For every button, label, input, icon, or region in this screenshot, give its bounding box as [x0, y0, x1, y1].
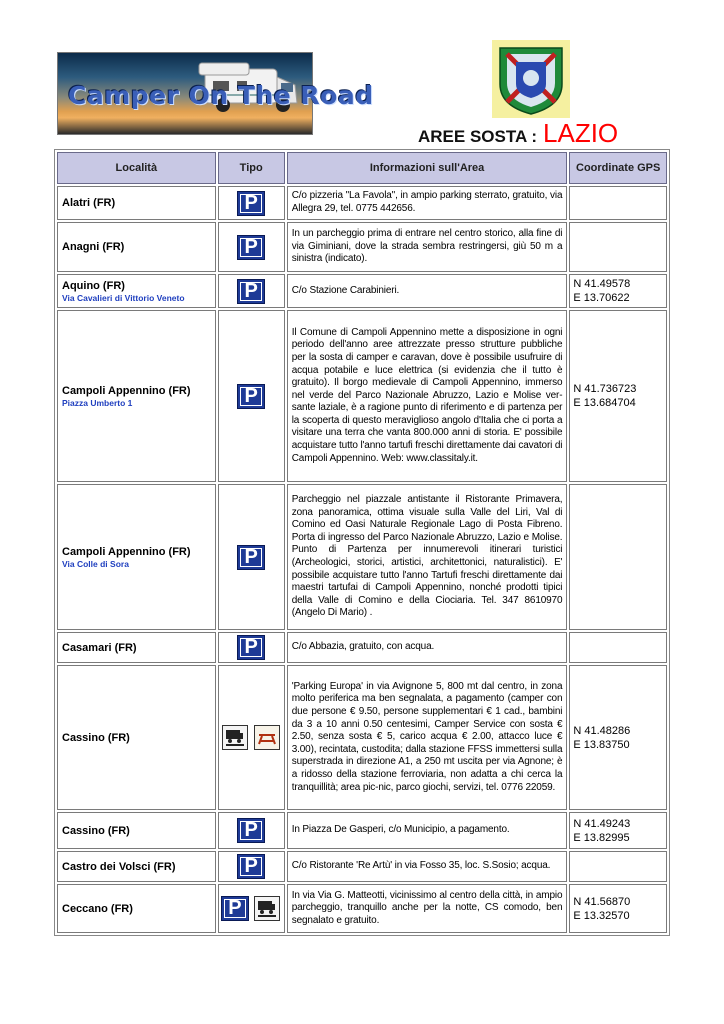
gps-cell [569, 186, 667, 220]
col-header-info: Informazioni sull'Area [287, 152, 568, 184]
parking-icon: P [237, 191, 265, 216]
info-cell: In Piazza De Gasperi, c/o Municipio, a pagamento. [287, 812, 568, 849]
gps-latitude: N 41.56870 [573, 895, 631, 908]
parking-icon: P [237, 235, 265, 260]
type-cell [218, 222, 285, 272]
lazio-emblem-icon [492, 40, 570, 118]
location-name: Casamari (FR) [62, 641, 137, 654]
table-row [57, 274, 667, 308]
gps-cell [569, 274, 667, 308]
col-header-localita: Località [57, 152, 216, 184]
type-cell [218, 274, 285, 308]
type-cell [218, 632, 285, 663]
location-cell [57, 484, 216, 630]
location-name: Campoli Appennino (FR) [62, 384, 191, 397]
gps-longitude: E 13.82995 [573, 831, 630, 844]
type-cell [218, 884, 285, 933]
gps-cell [569, 484, 667, 630]
location-cell [57, 632, 216, 663]
parking-icon: P [237, 635, 265, 660]
type-cell [218, 484, 285, 630]
gps-cell [569, 665, 667, 810]
gps-latitude: N 41.49243 [573, 817, 631, 830]
location-cell [57, 812, 216, 849]
location-name: Anagni (FR) [62, 241, 125, 253]
location-cell [57, 274, 216, 308]
gps-latitude: N 41.736723 [573, 383, 637, 395]
location-cell [57, 222, 216, 272]
gps-latitude: N 41.49578 [573, 278, 631, 290]
type-cell [218, 310, 285, 482]
banner-title: Camper On The Road [68, 81, 374, 110]
table-row [57, 632, 667, 663]
gps-cell [569, 812, 667, 849]
picnic-area-icon [254, 725, 280, 750]
info-cell: Parcheggio nel piazzale antistante il Ristorante Primavera, zona panoramica, ottima visuale sulla Valle del Liri, Val di Comino ed Oasi Naturale Regionale Lago di Posta Fibreno. Porta di ingresso del Parco Nazionale Abruzzo, Lazio e Molise. Punto di Partenza per innumerevoli itinerari turistici (Archeologici, storici, artistici, architettonici, naturalistici). E' possibile acquistare tutto l'anno Tartufi freschi direttamente dai maestri tartufai di Campoli Appennino, nonché prodotti tipici della Valle di Comino e della Ciociaria. Tel. 347 8610970 (Angelo Di Mario) . [287, 484, 568, 630]
gps-latitude: N 41.48286 [573, 724, 631, 737]
table-row [57, 884, 667, 933]
gps-longitude: E 13.684704 [573, 397, 636, 409]
table-row [57, 222, 667, 272]
gps-cell [569, 632, 667, 663]
location-cell [57, 310, 216, 482]
gps-longitude: E 13.83750 [573, 738, 630, 751]
heading-label: AREE SOSTA : [418, 127, 538, 146]
table-row [57, 186, 667, 220]
heading-region: LAZIO [543, 118, 619, 148]
info-cell: In un parcheggio prima di entrare nel centro storico, alla fine di via Giminiani, dove la strada sembra restringersi, giù 50 m a sinistra (indicato). [287, 222, 568, 272]
parking-icon: P [237, 279, 265, 304]
gps-cell [569, 884, 667, 933]
parking-icon: P [237, 818, 265, 843]
gps-longitude: E 13.32570 [573, 909, 630, 922]
info-cell: In via Via G. Matteotti, vicinissimo al centro della città, in ampio parcheggio, tranquillo anche per la notte, CS comodo, ben segnalato e gratuito. [287, 884, 568, 933]
location-name: Cassino (FR) [62, 731, 130, 744]
location-cell [57, 186, 216, 220]
table-row [57, 812, 667, 849]
banner-image [57, 52, 374, 135]
table-row [57, 851, 667, 882]
location-name: Cassino (FR) [62, 824, 130, 837]
location-cell [57, 884, 216, 933]
gps-cell [569, 222, 667, 272]
type-cell [218, 851, 285, 882]
rest-areas-table [54, 149, 670, 936]
page-heading [418, 118, 618, 149]
type-cell [218, 812, 285, 849]
info-cell: C/o Abbazia, gratuito, con acqua. [287, 632, 568, 663]
gps-cell [569, 310, 667, 482]
info-cell: C/o Stazione Carabinieri. [287, 274, 568, 308]
location-name: Castro dei Volsci (FR) [62, 860, 176, 873]
location-name: Aquino (FR) [62, 279, 125, 292]
parking-icon: P [237, 545, 265, 570]
table-row [57, 310, 667, 482]
parking-icon: P [237, 384, 265, 409]
info-cell: C/o Ristorante 'Re Artù' in via Fosso 35, loc. S.Sosio; acqua. [287, 851, 568, 882]
camper-service-icon [222, 725, 248, 750]
col-header-tipo: Tipo [218, 152, 285, 184]
location-name: Campoli Appennino (FR) [62, 545, 191, 558]
parking-icon: P [237, 854, 265, 879]
table-row [57, 484, 667, 630]
table-header-row [57, 152, 667, 184]
location-name: Alatri (FR) [62, 197, 116, 209]
location-street: Via Cavalieri di Vittorio Veneto [62, 292, 185, 303]
info-cell: Il Comune di Campoli Appennino mette a disposizione in ogni periodo dell'anno aree attrezzate presso strutture pubbliche per la sosta di camper e caravan, dove è possibile usufruire di acqua potabile e luce elettrica (si evidenzia che il tutto è gratuito). Il borgo medievale di Campoli Appennino, immerso nel verde del Parco Nazionale Abruzzo, Lazio e Molise ver-sante laziale, è a ragione punto di riferimento e di partenza per la scoperta di questo meraviglioso angolo d'Italia che ci porta a visitare una terra che vanta 800.000 anni di storia. E' possibile acquistare tutto l'anno tartufi freschi direttamente dai cavatori di Campoli Appennino. Web: www.classitaly.it. [287, 310, 568, 482]
location-name: Ceccano (FR) [62, 902, 133, 915]
camper-service-icon [254, 896, 280, 921]
gps-longitude: E 13.70622 [573, 292, 630, 304]
gps-cell [569, 851, 667, 882]
type-cell [218, 665, 285, 810]
location-cell [57, 665, 216, 810]
parking-icon: P [221, 896, 249, 921]
info-cell: 'Parking Europa' in via Avignone 5, 800 mt dal centro, in zona molto periferica ma ben segnalata, a pagamento (camper con due persone € 9.50, persone supplementari € 1 cad., bambini da 3 a 10 anni 0.50 centesimi, Camper Service con sosta € 2.50, senza sosta € 5, carico acqua € 2.00, attacco luce € 3.00), recintata, custodita; dalla stazione FFSS immettersi sulla superstrada in direzione A1, a 250 mt uscita per via Agnone; è a ridosso della stazione ferroviaria, non adatta a chi cerca la tranquillità; area pic-nic, parco giochi, servizi, tel. 0776 22059. [287, 665, 568, 810]
location-street: Piazza Umberto 1 [62, 397, 133, 408]
location-street: Via Colle di Sora [62, 558, 129, 569]
location-cell [57, 851, 216, 882]
type-cell [218, 186, 285, 220]
col-header-gps: Coordinate GPS [569, 152, 667, 184]
table-row [57, 665, 667, 810]
info-cell: C/o pizzeria "La Favola", in ampio parking sterrato, gratuito, via Allegra 29, tel. 0775 442656. [287, 186, 568, 220]
